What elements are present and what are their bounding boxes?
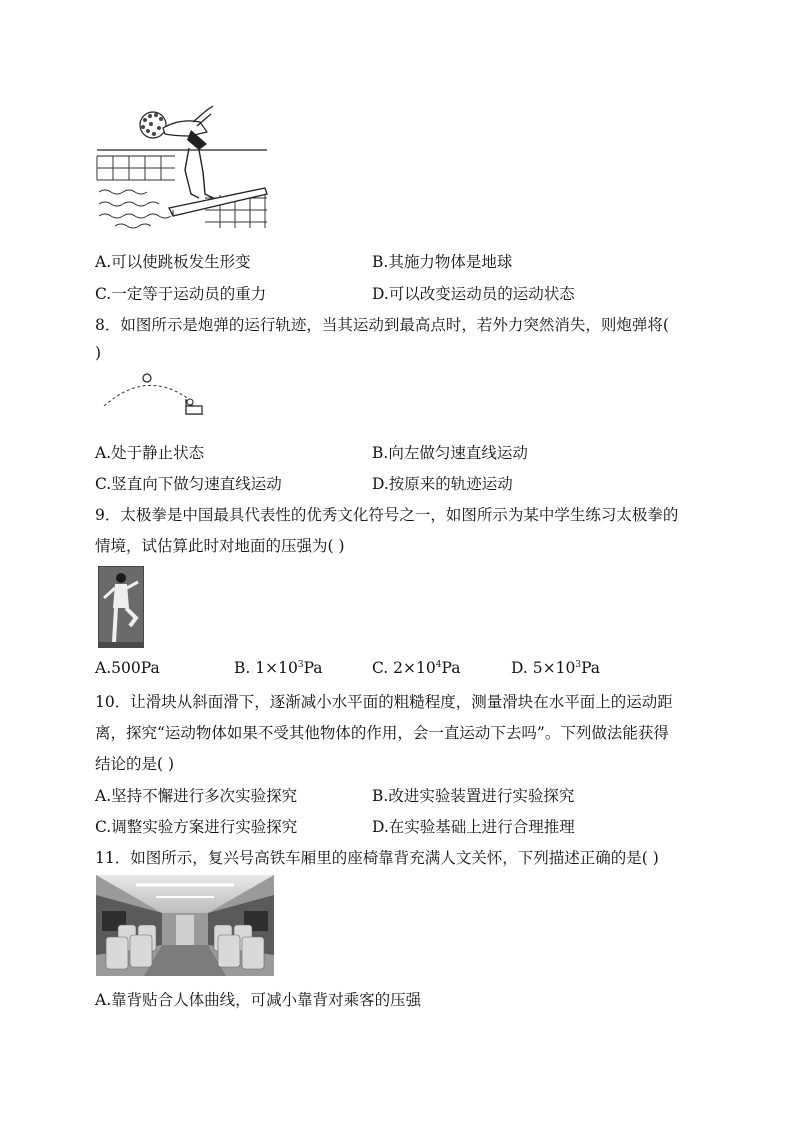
trajectory-figure	[102, 372, 212, 420]
q9-stem-line1: 9．太极拳是中国最具代表性的优秀文化符号之一，如图所示为某中学生练习太极拳的	[95, 506, 679, 524]
q9-stem-line2: 情境，试估算此时对地面的压强为( )	[95, 537, 345, 555]
q11-option-a: A.靠背贴合人体曲线，可减小靠背对乘客的压强	[95, 991, 422, 1009]
q8-option-d: D.按原来的轨迹运动	[372, 475, 513, 493]
q9-option-d-base: 5×10	[532, 659, 576, 677]
diver-figure	[95, 100, 270, 232]
q9-option-a: A.500Pa	[95, 659, 160, 677]
train-carriage-photo	[96, 875, 274, 976]
q7-option-c: C.一定等于运动员的重力	[95, 285, 267, 303]
q8-stem-line2: )	[95, 344, 102, 362]
q9-option-b-base: 1×10	[255, 659, 298, 677]
q9-option-c-base: 2×10	[393, 659, 436, 677]
q8-option-a: A.处于静止状态	[95, 444, 205, 462]
q9-option-d-exp: 3	[575, 660, 582, 670]
q9-option-b-unit: Pa	[303, 659, 323, 677]
q8-stem-line1: 8．如图所示是炮弹的运行轨迹，当其运动到最高点时，若外力突然消失，则炮弹将(	[95, 316, 669, 334]
q10-option-d: D.在实验基础上进行合理推理	[372, 818, 575, 836]
q9-option-d	[511, 659, 600, 677]
q10-option-b: B.改进实验装置进行实验探究	[372, 787, 575, 805]
q9-option-c-exp: 4	[435, 660, 442, 670]
q9-option-b-prefix: B.	[234, 659, 251, 677]
q10-stem-line3: 结论的是( )	[95, 755, 175, 773]
q11-stem-line1: 11．如图所示，复兴号高铁车厢里的座椅靠背充满人文关怀，下列描述正确的是( )	[95, 849, 659, 867]
q10-option-a: A.坚持不懈进行多次实验探究	[95, 787, 298, 805]
q9-option-b	[234, 659, 323, 677]
q7-option-d: D.可以改变运动员的运动状态	[372, 285, 575, 303]
q10-stem-line2: 离，探究“运动物体如果不受其他物体的作用，会一直运动下去吗”。下列做法能获得	[95, 724, 669, 742]
q9-option-c-unit: Pa	[441, 659, 461, 677]
q8-option-c: C.竖直向下做匀速直线运动	[95, 475, 282, 493]
taichi-photo	[98, 566, 144, 648]
q9-option-d-unit: Pa	[581, 659, 601, 677]
q8-option-b: B.向左做匀速直线运动	[372, 444, 528, 462]
q9-option-c	[372, 659, 460, 677]
q9-option-b-exp: 3	[297, 660, 304, 670]
q10-option-c: C.调整实验方案进行实验探究	[95, 818, 298, 836]
q7-option-b: B.其施力物体是地球	[372, 253, 513, 271]
q10-stem-line1: 10．让滑块从斜面滑下，逐渐减小水平面的粗糙程度，测量滑块在水平面上的运动距	[95, 693, 673, 711]
q9-option-c-prefix: C.	[372, 659, 389, 677]
q7-option-a: A.可以使跳板发生形变	[95, 253, 251, 271]
q9-option-d-prefix: D.	[511, 659, 528, 677]
